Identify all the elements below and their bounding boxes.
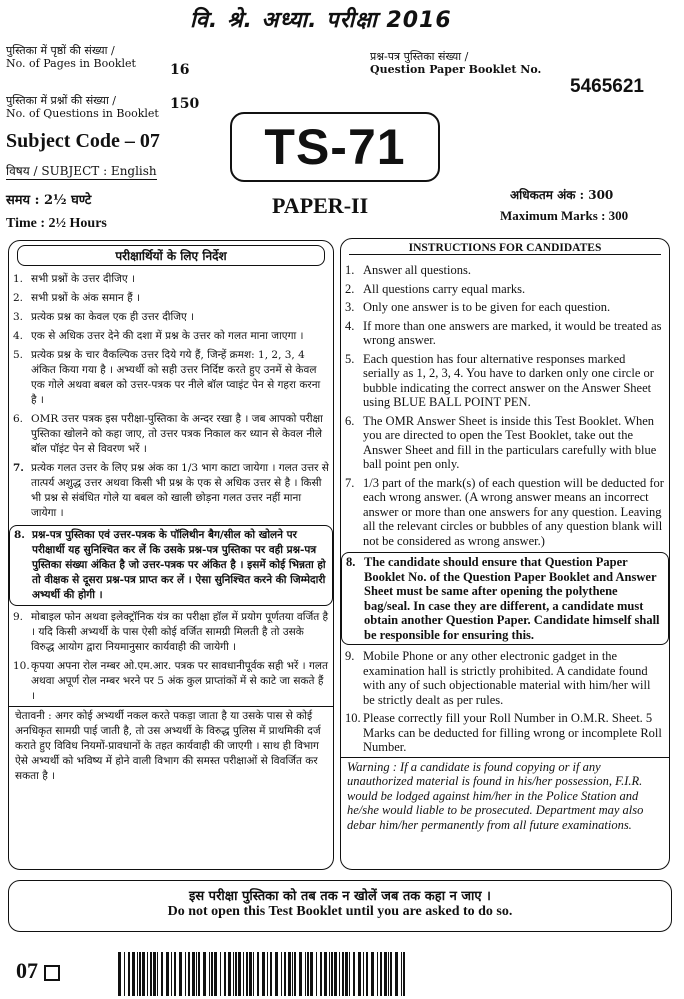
hindi-instructions-title: परीक्षार्थियों के लिए निर्देश [17, 245, 325, 266]
list-item: 8. प्रश्न-पत्र पुस्तिका एवं उत्तर-पत्रक के पॉलिथीन बैग/सील को खोलने पर परीक्षार्थी यह सुनिश्चित कर लें कि उसके प्रश्न-पत्र पुस्तिका पर वही प्रश्न-पत्र पुस्तिका संख्या अंकित है जो उत्तर-पत्रक पर अंकित है । इसमें कोई भिन्नता हो तो वीक्षक से दूसरा प्रश्न-पत्र प्राप्त कर लें । ऐसा सुनिश्चित करने की जिम्मेदारी अभ्यर्थी की होगी । [9, 525, 333, 606]
pages-count: 16 [170, 62, 190, 78]
list-item: 2. All questions carry equal marks. [345, 281, 526, 296]
list-item: 7. 1/3 part of the mark(s) of each question will be deducted for each wrong answer. (A wrong answer means an incorrect answer or more than one answers for any question. Leaving all the relevant circles or bubbles of any question blank will not be considered as wrong answer.) [345, 475, 664, 548]
english-instructions-title: INSTRUCTIONS FOR CANDIDATES [349, 242, 661, 255]
booklet-number: 5465621 [570, 76, 644, 97]
list-item: 5. प्रत्येक प्रश्न के चार वैकल्पिक उत्तर दिये गये हैं, जिन्हें क्रमश: 1, 2, 3, 4 अंकित किया गया है । अभ्यर्थी को सही उत्तर निर्दिष्ट करते हुए उनमें से केवल एक गोले अथवा बबल को उत्तर-पत्रक पर नीले बॉल प्वाइंट पेन से गहरा करना है । [13, 349, 321, 406]
barcode-image [118, 952, 408, 996]
series-code: TS-71 [264, 119, 406, 175]
list-item: 8. The candidate should ensure that Question Paper Booklet No. of the Question Paper Booklet and Answer Sheet must be same after opening the polythene bag/seal. In case they are different, a candidate must obtain another Question Paper. Candidate himself shall be responsible for ensuring this. [341, 552, 669, 645]
english-instructions-panel [340, 238, 670, 870]
list-item: 1. Answer all questions. [345, 263, 471, 277]
footer-hindi: इस परीक्षा पुस्तिका को तब तक न खोलें जब तक कहा न जाए । [188, 889, 491, 904]
footer-english: Do not open this Test Booklet until you are asked to do so. [167, 904, 513, 919]
english-instructions-list [341, 261, 669, 757]
booklet-label: प्रश्न-पत्र पुस्तिका संख्या / Question Paper Booklet No. [370, 50, 542, 76]
list-item: 6. The OMR Answer Sheet is inside this Test Booklet. When you are directed to open the Test Booklet, take out the Answer Sheet and fill in the particulars carefully with blue ball point pen only. [345, 413, 657, 471]
max-marks-hindi: अधिकतम अंक : 300 [510, 188, 614, 202]
list-item: 2. सभी प्रश्नों के अंक समान हैं । [13, 292, 140, 304]
list-item: 3. Only one answer is to be given for each question. [345, 300, 611, 314]
handwritten-header: वि. श्रे. अध्या. परीक्षा 2016 [190, 8, 452, 33]
list-item: 9. मोबाइल फोन अथवा इलेक्ट्रॉनिक यंत्र का परीक्षा हॉल में प्रयोग पूर्णतया वर्जित है । यदि किसी अभ्यर्थी के पास ऐसी कोई वर्जित सामग्री मिलती है तो उसके विरुद्ध आयोग द्वारा नियमानुसार कार्यवाही की जायेगी । [13, 611, 329, 653]
list-item: 5. Each question has four alternative responses marked serially as 1, 2, 3, 4. You have to darken only one circle or bubble indicating the correct answer on the Answer Sheet using BLUE BALL POINT PEN. [345, 351, 654, 409]
list-item: 4. एक से अधिक उत्तर देने की दशा में प्रश्न के उत्तर को गलत माना जाएगा । [13, 330, 304, 342]
list-item: 4. If more than one answers are marked, it would be treated as wrong answer. [345, 318, 662, 347]
footer-notice [8, 880, 672, 932]
paper-title: PAPER-II [272, 193, 369, 218]
subject-code: Subject Code – 07 [6, 130, 160, 152]
max-marks-english: Maximum Marks : 300 [500, 208, 629, 223]
series-box [230, 112, 440, 182]
hindi-warning: चेतावनी : अगर कोई अभ्यर्थी नकल करते पकड़ा जाता है या उसके पास से कोई अनधिकृत सामग्री पाई जाती है, तो उस अभ्यर्थी के विरुद्ध पुलिस में प्राथमिकी दर्ज कराते हुए विविध नियमों-प्रावधानों के तहत कार्यवाही की जाएगी । साथ ही विभाग ऐसे अभ्यर्थी को भविष्य में होने वाली विभाग की समस्त परीक्षाओं से विवर्जित कर सकता है । [9, 706, 333, 786]
hindi-instructions-list [9, 270, 333, 706]
list-item: 10. कृपया अपना रोल नम्बर ओ.एम.आर. पत्रक पर सावधानीपूर्वक सही भरें । गलत अथवा अपूर्ण रोल नम्बर भरने पर 5 अंक कुल प्राप्तांकों में से काटे जा सकते हैं । [13, 660, 329, 702]
list-item: 10. Please correctly fill your Roll Number in O.M.R. Sheet. 5 Marks can be deducted for filling wrong or incomplete Roll Number. [345, 711, 662, 754]
questions-label: पुस्तिका में प्रश्नों की संख्या / No. of Questions in Booklet [6, 94, 159, 120]
list-item: 1. सभी प्रश्नों के उत्तर दीजिए । [13, 273, 135, 285]
hindi-instructions-panel [8, 240, 334, 870]
list-item: 3. प्रत्येक प्रश्न का केवल एक ही उत्तर दीजिए । [13, 311, 195, 323]
subject-label: विषय / SUBJECT : English [6, 164, 157, 178]
list-item: 6. OMR उत्तर पत्रक इस परीक्षा-पुस्तिका के अन्दर रखा है । जब आपको परीक्षा पुस्तिका खोलने को कहा जाए, तो उत्तर पत्रक निकाल कर ध्यान से केवल नीले बॉल पॉइंट पेन से विवरण भरें । [13, 413, 323, 455]
list-item: 9. Mobile Phone or any other electronic gadget in the examination hall is strictly prohibited. A candidate found with any of such objectionable material with him/her will be strictly dealt as per rules. [345, 649, 651, 707]
pages-label: पुस्तिका में पृष्ठों की संख्या / No. of Pages in Booklet [6, 44, 136, 70]
page-code: 07 [16, 958, 60, 984]
square-icon [44, 965, 60, 981]
questions-count: 150 [170, 96, 200, 112]
time-english: Time : 2½ Hours [6, 216, 107, 231]
english-warning: Warning : If a candidate is found copying or if any unauthorized material is found in his/her possession, F.I.R. would be lodged against him/her in the Police Station and he/she would liable to be prosecuted. Department may also debar him/her permanently from all future examinations. [341, 757, 669, 835]
list-item: 7. प्रत्येक गलत उत्तर के लिए प्रश्न अंक का 1/3 भाग काटा जायेगा । गलत उत्तर से तात्पर्य अशुद्ध उत्तर अथवा किसी भी प्रश्न के एक से अधिक उत्तर से है । किसी भी प्रश्न से संबंधित गोले या बबल को खाली छोड़ना गलत उत्तर नहीं माना जायेगा । [13, 462, 329, 519]
time-hindi: समय : 2½ घण्टे [6, 193, 92, 208]
